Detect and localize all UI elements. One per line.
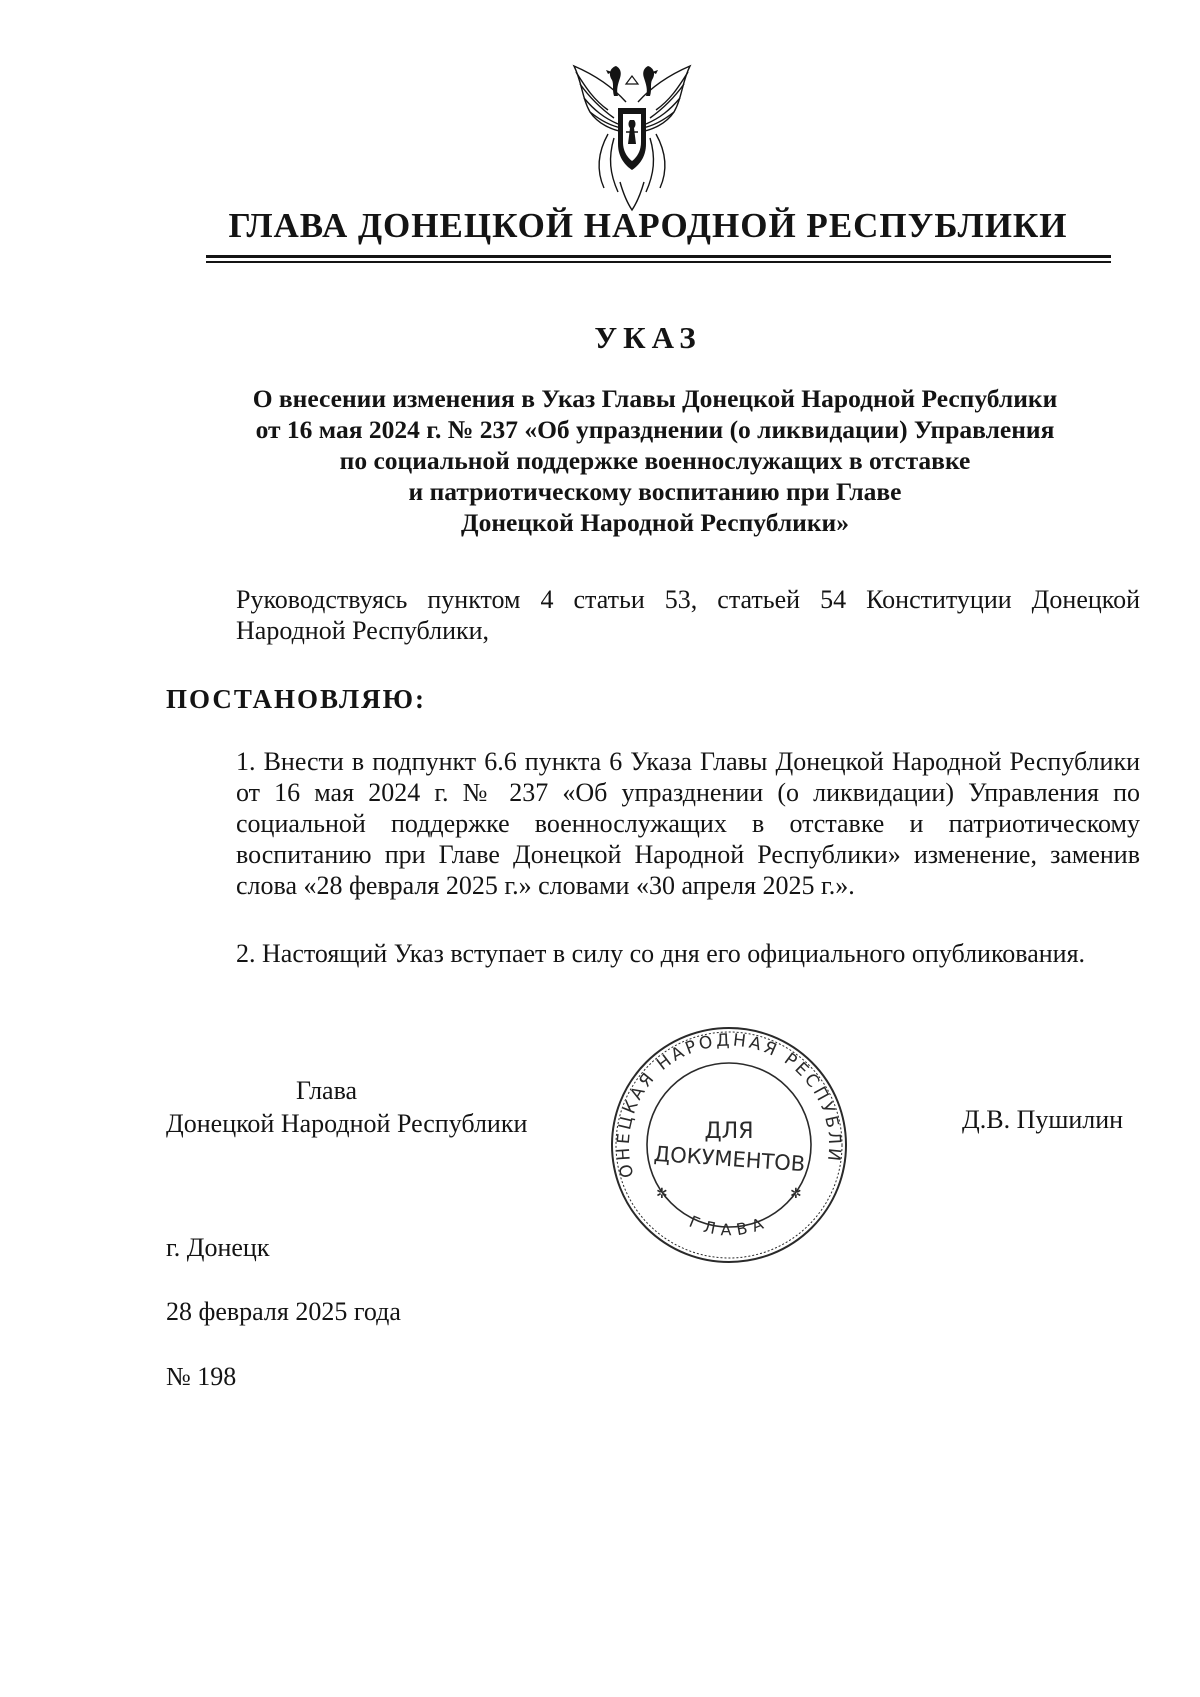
stamp-asterisk-left: ✲ — [656, 1186, 668, 1202]
signature-position — [166, 1074, 566, 1140]
document-type: УКАЗ — [594, 320, 702, 355]
subject-line: Донецкой Народной Республики» — [461, 508, 849, 537]
signature-position-line1: Глава — [296, 1076, 358, 1105]
stamp-center-line1: ДЛЯ — [704, 1119, 754, 1144]
document-number: № 198 — [166, 1362, 237, 1391]
decree-item-text: 1. Внести в подпункт 6.6 пункта 6 Указа Главы Донецкой Народной Республики от 16 мая 2024 г. № 237 «Об упразднении (о ликвидации) Управления по социальной поддержке военнослужащих в отставке и патриотическому воспитанию при Главе Донецкой Народной Республики» изменение, заменив слова «28 февраля 2025 г.» словами «30 апреля 2025 г.». — [236, 747, 1140, 900]
dpr-coat-of-arms-icon — [568, 62, 696, 212]
stamp-outer-text: ОНЕЦКАЯ НАРОДНАЯ РЕСПУБЛИ — [613, 1030, 845, 1180]
stamp-asterisk-right: ✲ — [790, 1186, 802, 1202]
signatory-name: Д.В. Пушилин — [962, 1105, 1124, 1134]
official-stamp — [604, 1020, 854, 1270]
subject-line: и патриотическому воспитанию при Главе — [408, 477, 902, 506]
stamp-center-line2: ДОКУМЕНТОВ — [653, 1141, 806, 1177]
authority-title: ГЛАВА ДОНЕЦКОЙ НАРОДНОЙ РЕСПУБЛИКИ — [228, 206, 1068, 245]
preamble-paragraph — [166, 584, 1140, 646]
subject-line: от 16 мая 2024 г. № 237 «Об упразднении (о ликвидации) Управления — [255, 415, 1055, 444]
document-subject — [200, 383, 1110, 538]
decree-word: ПОСТАНОВЛЯЮ: — [166, 684, 426, 714]
issue-place: г. Донецк — [166, 1233, 270, 1262]
title-divider-thin — [206, 261, 1111, 263]
issue-date: 28 февраля 2025 года — [166, 1297, 401, 1326]
subject-line: по социальной поддержке военнослужащих в отставке — [339, 446, 971, 475]
decree-item-text: 2. Настоящий Указ вступает в силу со дня его официального опубликования. — [236, 939, 1086, 968]
decree-item-2 — [166, 938, 1140, 969]
coat-of-arms-emblem — [568, 62, 696, 212]
stamp-bottom-text: ГЛАВА — [686, 1211, 772, 1240]
stamp-seal-icon — [604, 1020, 854, 1270]
subject-line: О внесении изменения в Указ Главы Донецкой Народной Республики — [252, 384, 1058, 413]
decree-item-1 — [166, 746, 1140, 901]
title-divider-thick — [206, 255, 1111, 258]
preamble-text: Руководствуясь пунктом 4 статьи 53, статьей 54 Конституции Донецкой Народной Республики, — [236, 585, 1140, 645]
signature-position-line2: Донецкой Народной Республики — [166, 1109, 528, 1138]
